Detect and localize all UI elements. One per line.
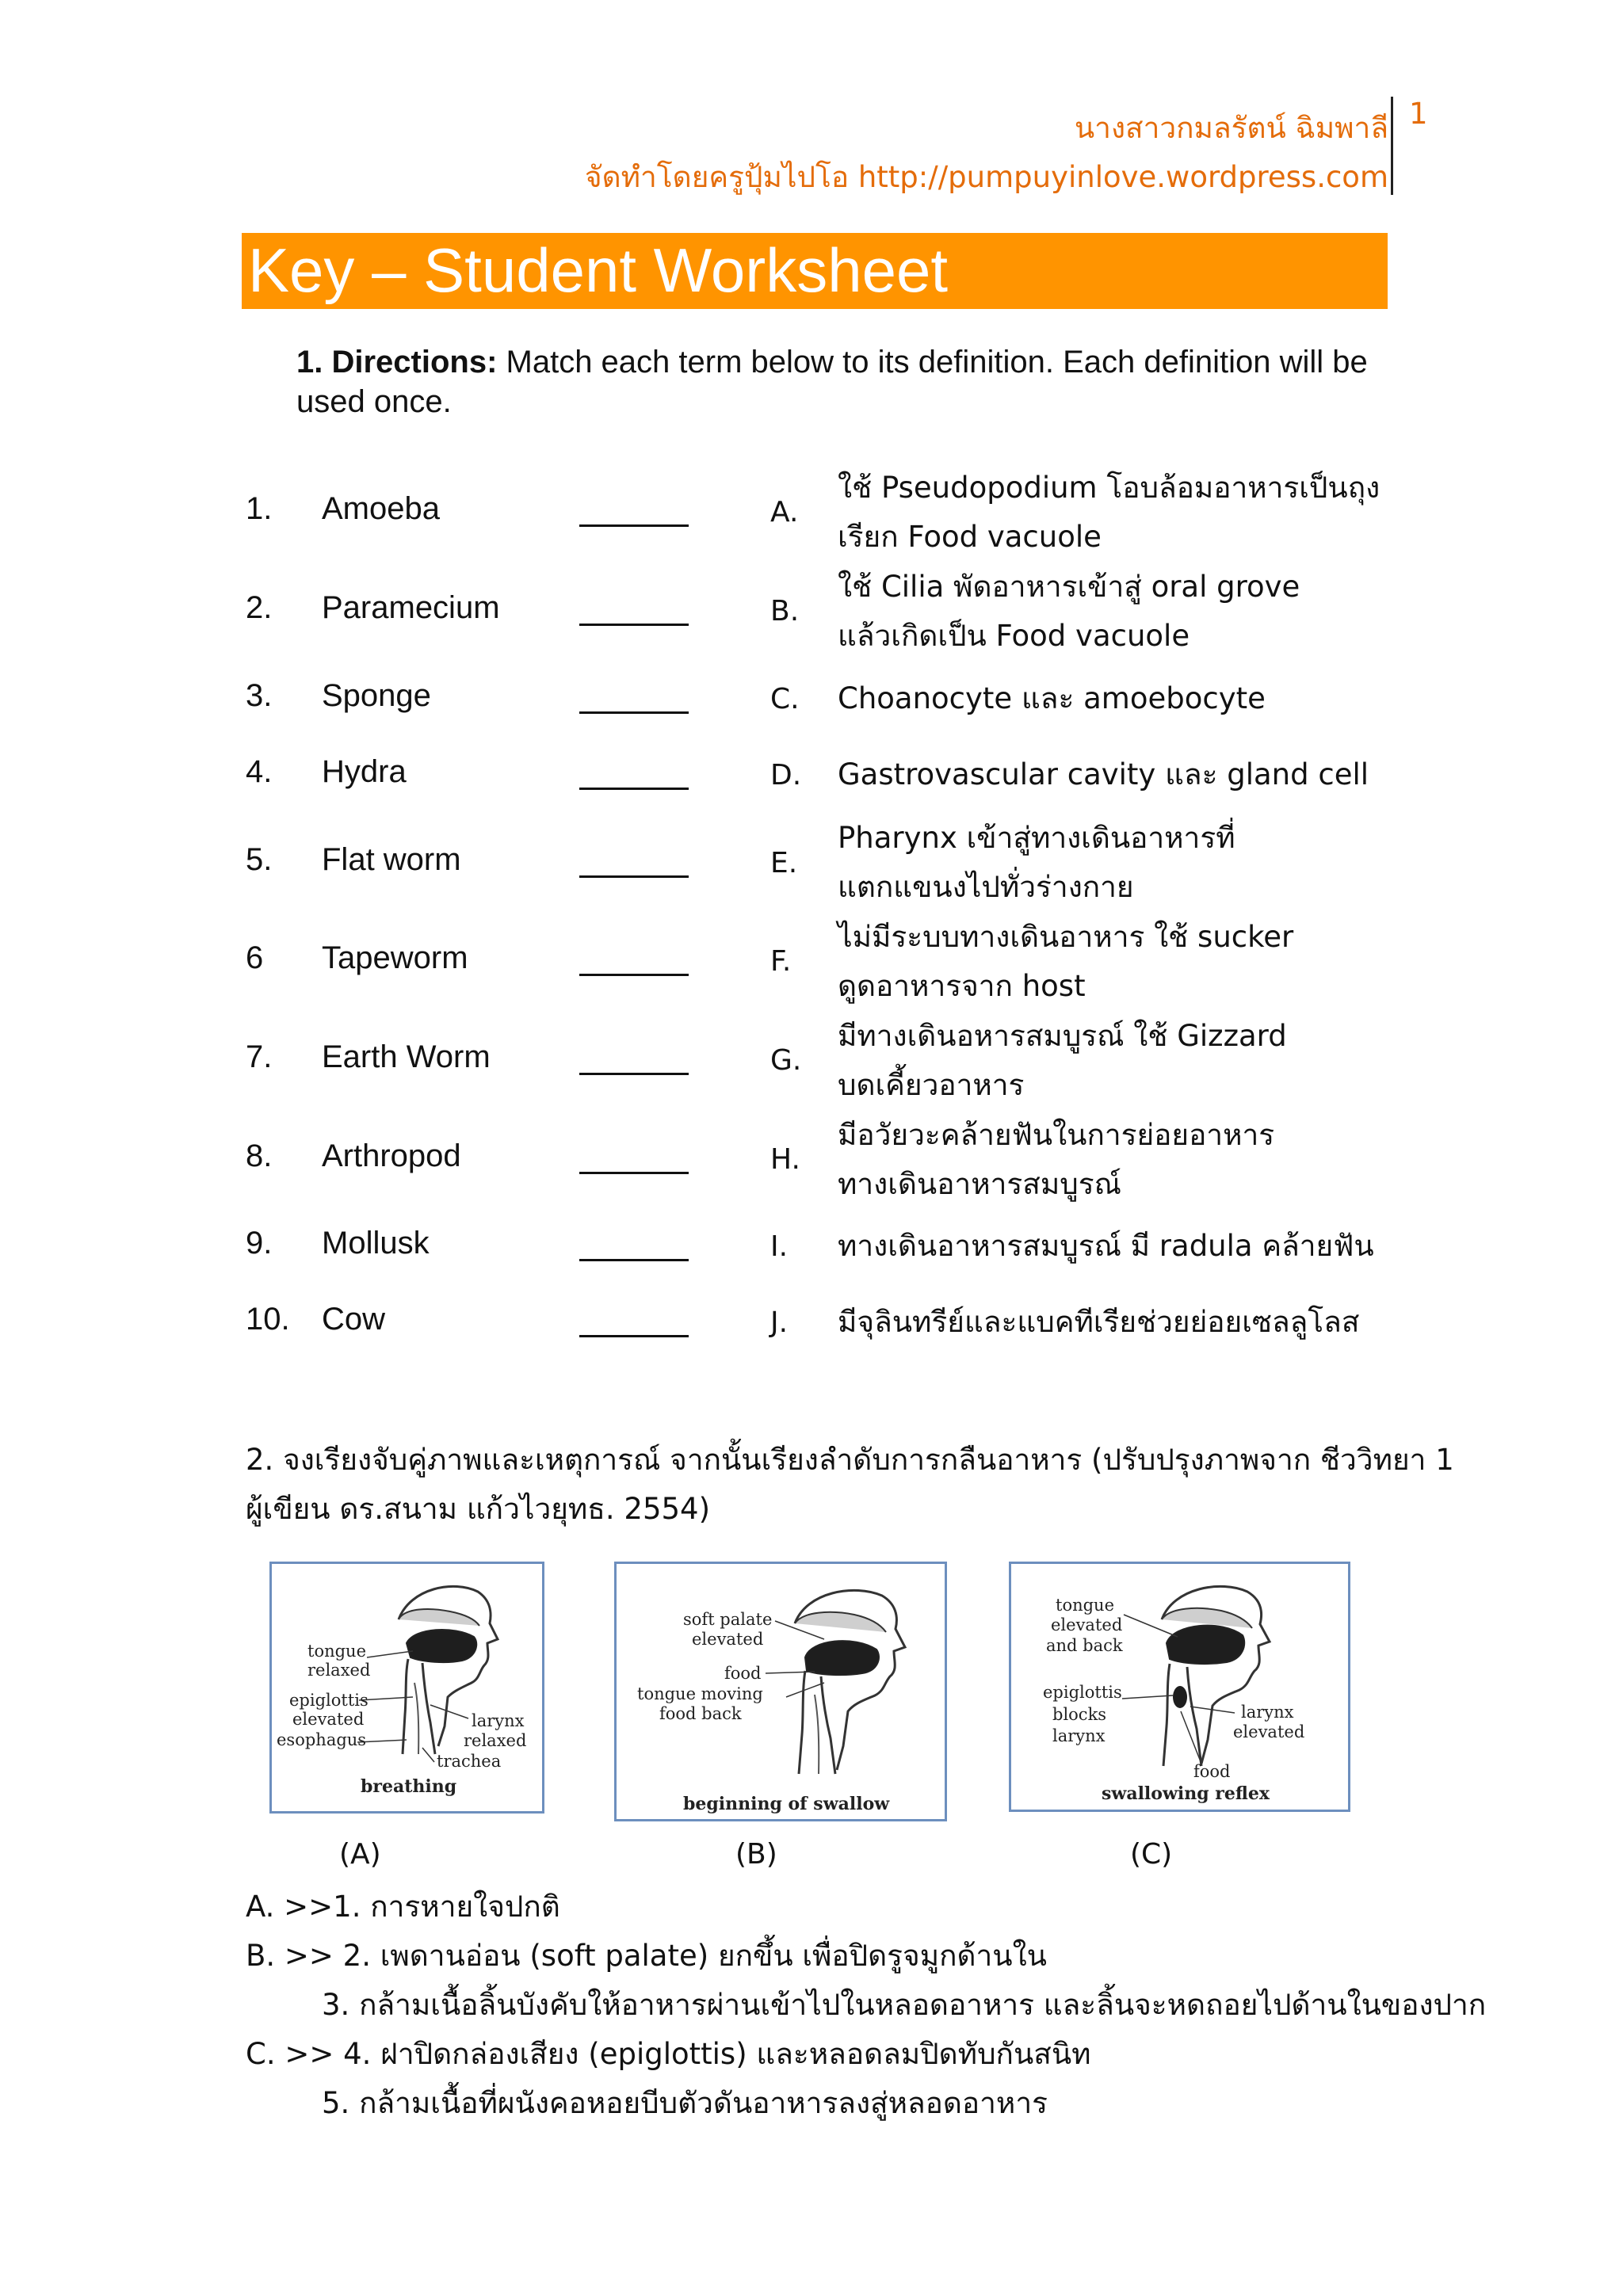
definition-letter: I. xyxy=(770,1230,789,1263)
fig-label: food back xyxy=(659,1704,742,1723)
answer-blank[interactable] xyxy=(579,1073,689,1075)
definition-line: ดูดอาหารจาก host xyxy=(838,969,1086,1003)
definition-letter: E. xyxy=(770,847,798,879)
term-name: Arthropod xyxy=(322,1138,461,1173)
figure-breathing xyxy=(269,1562,544,1814)
definition-text: Choanocyte และ amoebocyte xyxy=(838,681,1266,715)
definition-text: ทางเดินอาหารสมบูรณ์ มี radula คล้ายฟัน xyxy=(838,1229,1374,1263)
question-2-line-2: ผู้เขียน ดร.สนาม แก้วไวยุทธ. 2554) xyxy=(246,1492,711,1526)
figure-swallowing-reflex xyxy=(1009,1562,1350,1812)
definition-line: ใช้ Cilia พัดอาหารเข้าสู่ oral grove xyxy=(838,570,1300,604)
fig-label: soft palate xyxy=(683,1610,773,1629)
term-number: 4. xyxy=(246,754,273,789)
answer-blank[interactable] xyxy=(579,624,689,626)
page-title: Key – Student Worksheet xyxy=(248,235,949,305)
definition-line: ทางเดินอาหารสมบูรณ์ xyxy=(838,1167,1121,1201)
fig-label: blocks xyxy=(1052,1705,1107,1724)
figure-caption: swallowing reflex xyxy=(1102,1783,1270,1804)
fig-label: relaxed xyxy=(464,1731,527,1750)
fig-label: tongue moving xyxy=(637,1684,763,1703)
definition-text: Gastrovascular cavity และ gland cell xyxy=(838,757,1369,791)
fig-label: larynx xyxy=(1052,1726,1106,1745)
definition-line: บดเคี้ยวอาหาร xyxy=(838,1068,1025,1102)
term-number: 3. xyxy=(246,678,273,713)
fig-label: elevated xyxy=(292,1710,365,1729)
fig-label: elevated xyxy=(1233,1722,1305,1741)
definition-letter: H. xyxy=(770,1143,800,1176)
term-number: 9. xyxy=(246,1226,273,1261)
definition-line: เรียก Food vacuole xyxy=(838,520,1102,554)
fig-label: tongue xyxy=(1056,1596,1115,1615)
definition-line: Pharynx เข้าสู่ทางเดินอาหารที่ xyxy=(838,821,1235,855)
fig-label: tongue xyxy=(307,1642,367,1661)
answer-blank[interactable] xyxy=(579,1335,689,1337)
term-number: 10. xyxy=(246,1302,290,1337)
term-number: 6 xyxy=(246,940,264,975)
definition-text xyxy=(838,913,1293,1011)
figure-letter-a: (A) xyxy=(339,1838,381,1871)
title-bar xyxy=(242,233,1388,309)
definition-text xyxy=(838,563,1300,661)
definition-text: มีจุลินทรีย์และแบคทีเรียช่วยย่อยเซลลูโลส xyxy=(838,1305,1360,1339)
figure-beginning-of-swallow xyxy=(614,1562,947,1821)
answer-blank[interactable] xyxy=(579,711,689,714)
figure-caption: breathing xyxy=(361,1776,457,1797)
head-profile-illustration xyxy=(272,1564,542,1811)
fig-label: food xyxy=(1193,1762,1231,1781)
definition-letter: B. xyxy=(770,595,800,627)
definition-line: แตกแขนงไปทั่วร่างกาย xyxy=(838,870,1134,904)
header-divider xyxy=(1391,97,1393,195)
term-number: 5. xyxy=(246,842,273,877)
fig-label: elevated xyxy=(1051,1615,1123,1634)
definition-text xyxy=(838,1111,1274,1209)
fig-label: epiglottis xyxy=(1043,1683,1122,1702)
fig-label: and back xyxy=(1046,1636,1123,1655)
answer-blank[interactable] xyxy=(579,1259,689,1261)
term-name: Paramecium xyxy=(322,590,500,625)
definition-text xyxy=(838,463,1380,562)
term-name: Cow xyxy=(322,1302,386,1337)
definition-letter: G. xyxy=(770,1044,802,1077)
question-2-line-1: 2. จงเรียงจับคู่ภาพและเหตุการณ์ จากนั้นเรียงลำดับการกลืนอาหาร (ปรับปรุงภาพจาก ชีววิทยา 1 xyxy=(246,1443,1454,1477)
definition-line: ไม่มีระบบทางเดินอาหาร ใช้ sucker xyxy=(838,920,1294,954)
definition-text xyxy=(838,814,1235,912)
definition-text xyxy=(838,1012,1287,1110)
term-number: 2. xyxy=(246,590,273,625)
answer-line: A. >>1. การหายใจปกติ xyxy=(246,1890,560,1924)
answer-line: 3. กล้ามเนื้อลิ้นบังคับให้อาหารผ่านเข้าไปในหลอดอาหาร และลิ้นจะหดถอยไปด้านในของปาก xyxy=(322,1988,1487,2022)
answer-blank[interactable] xyxy=(579,524,689,527)
fig-label: epiglottis xyxy=(289,1691,369,1710)
definition-letter: J. xyxy=(770,1306,789,1339)
answer-blank[interactable] xyxy=(579,788,689,790)
directions xyxy=(296,342,1382,421)
definition-line: ใช้ Pseudopodium โอบล้อมอาหารเป็นถุง xyxy=(838,471,1381,505)
fig-label: elevated xyxy=(692,1630,764,1649)
term-name: Flat worm xyxy=(322,842,461,877)
fig-label: trachea xyxy=(437,1752,502,1771)
term-name: Mollusk xyxy=(322,1226,430,1261)
definition-letter: F. xyxy=(770,945,792,978)
figure-letter-c: (C) xyxy=(1130,1838,1173,1871)
fig-label: esophagus xyxy=(277,1730,367,1749)
fig-label: larynx xyxy=(1241,1703,1294,1722)
definition-letter: D. xyxy=(770,759,802,791)
term-name: Earth Worm xyxy=(322,1039,491,1074)
term-number: 1. xyxy=(246,491,273,526)
answer-blank[interactable] xyxy=(579,875,689,878)
page-number: 1 xyxy=(1409,97,1428,131)
fig-label: relaxed xyxy=(307,1661,371,1680)
definition-line: มีทางเดินอหารสมบูรณ์ ใช้ Gizzard xyxy=(838,1019,1287,1053)
directions-text: Match each term below to its definition. Each definition will be used once. xyxy=(296,345,1368,419)
answer-line: C. >> 4. ฝาปิดกล่องเสียง (epiglottis) และหลอดลมปิดทับกันสนิท xyxy=(246,2037,1091,2071)
definition-letter: A. xyxy=(770,496,799,528)
definition-letter: C. xyxy=(770,683,800,715)
definition-line: แล้วเกิดเป็น Food vacuole xyxy=(838,619,1190,653)
definition-line: มีอวัยวะคล้ายฟันในการย่อยอาหาร xyxy=(838,1118,1275,1152)
answer-line: B. >> 2. เพดานอ่อน (soft palate) ยกขึ้น เพื่อปิดรูจมูกด้านใน xyxy=(246,1939,1047,1973)
term-name: Amoeba xyxy=(322,491,440,526)
term-number: 7. xyxy=(246,1039,273,1074)
term-name: Sponge xyxy=(322,678,431,713)
fig-label: larynx xyxy=(472,1711,525,1730)
answer-blank[interactable] xyxy=(579,1172,689,1174)
answer-line: 5. กล้ามเนื้อที่ผนังคอหอยบีบตัวดันอาหารลงสู่หลอดอาหาร xyxy=(322,2086,1048,2120)
header-credit: จัดทำโดยครูปุ้มไปโอ http://pumpuyinlove.wordpress.com xyxy=(584,160,1388,194)
term-name: Hydra xyxy=(322,754,407,789)
directions-label: 1. Directions: xyxy=(296,345,498,379)
term-name: Tapeworm xyxy=(322,940,468,975)
header-author: นางสาวกมลรัตน์ ฉิมพาลี xyxy=(1074,111,1388,145)
answer-blank[interactable] xyxy=(579,974,689,976)
figure-letter-b: (B) xyxy=(735,1838,777,1871)
fig-label: food xyxy=(724,1664,762,1683)
figure-caption: beginning of swallow xyxy=(683,1794,890,1814)
term-number: 8. xyxy=(246,1138,273,1173)
